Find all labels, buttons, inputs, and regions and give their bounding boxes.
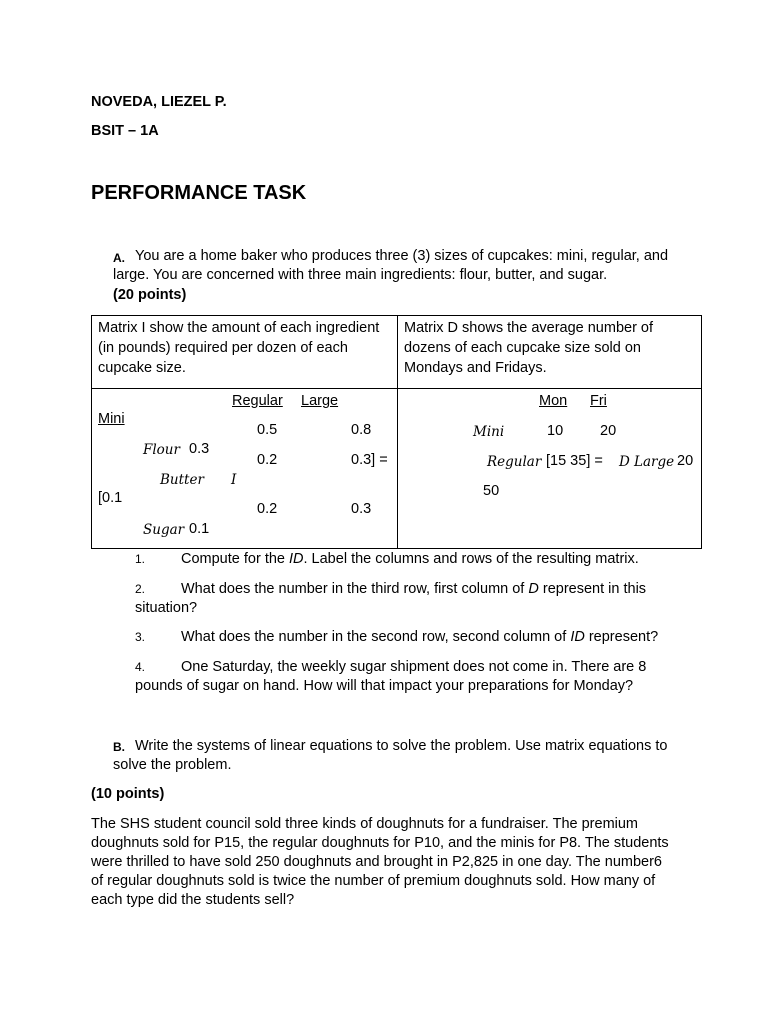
part-b-problem: The SHS student council sold three kinds of doughnuts for a fundraiser. The premium doughnuts sold for P15, the regular doughnuts for P10, and the minis for P8. The students were thrilled to have sold 250 doughnuts and brought in P2,825 in one day. The number6 of regular doughnuts sold is twice the number of premium doughnuts sold. How many of each type did the students sell?: [91, 816, 669, 908]
part-b-points: (10 points): [91, 786, 165, 802]
matrix-d-large-value: 20: [677, 453, 694, 469]
matrix-i-description: Matrix I show the amount of each ingredient (in pounds) required per dozen of each cupcake size.: [98, 320, 380, 376]
question-2: What does the number in the third row, first column of D represent in this situation?: [135, 581, 647, 616]
question-1-number: 1.: [135, 552, 146, 566]
question-3-number: 3.: [135, 630, 146, 644]
matrix-i-col-regular: Regular: [232, 393, 283, 409]
matrix-d-col-fri: Fri: [590, 393, 607, 409]
matrix-i-r1c3: 0.8: [351, 422, 372, 438]
question-2-number: 2.: [135, 582, 146, 596]
student-name: NOVEDA, LIEZEL P.: [91, 94, 227, 110]
part-a-points: (20 points): [113, 287, 187, 303]
page-title: PERFORMANCE TASK: [91, 182, 307, 204]
question-4: One Saturday, the weekly sugar shipment does not come in. There are 8 pounds of sugar on hand. How will that impact your preparations for Monday?: [135, 659, 647, 694]
matrix-d-col-mon: Mon: [539, 393, 568, 409]
matrix-i-r2c3: 0.3] =: [351, 452, 388, 468]
matrix-i-flour-label: Flour: [143, 442, 180, 458]
matrix-d-mini-mon: 10: [547, 423, 564, 439]
matrix-i-letter: I: [231, 472, 237, 488]
matrix-d-letter: D: [619, 454, 630, 470]
matrix-i-r1c2: 0.5: [257, 422, 278, 438]
matrix-i-r3c3: 0.3: [351, 501, 372, 517]
matrix-i-r3c2: 0.2: [257, 501, 278, 517]
matrix-d-last-value: 50: [483, 483, 500, 499]
part-b-marker: B.: [113, 740, 125, 754]
matrix-i-r2c2: 0.2: [257, 452, 278, 468]
matrix-i-bracket: [0.1: [98, 490, 123, 506]
matrix-i-butter-label: Butter: [160, 472, 204, 488]
matrix-d-description: Matrix D shows the average number of dozens of each cupcake size sold on Mondays and Fridays.: [404, 320, 654, 376]
part-a-marker: A.: [113, 251, 125, 265]
matrix-i-flour-value: 0.3: [189, 441, 210, 457]
part-b-intro: Write the systems of linear equations to solve the problem. Use matrix equations to solve the problem.: [113, 738, 668, 773]
matrix-d-mini-label: Mini: [473, 424, 505, 440]
matrix-table: [91, 315, 702, 549]
matrix-i-mini-label: Mini: [98, 411, 125, 427]
matrix-d-regular-label: Regular: [487, 454, 542, 470]
question-1: Compute for the ID. Label the columns and rows of the resulting matrix.: [181, 551, 639, 567]
table-divider-horizontal: [92, 388, 701, 389]
matrix-i-sugar-value: 0.1: [189, 521, 210, 537]
matrix-d-large-label: Large: [634, 454, 675, 470]
matrix-i-sugar-label: Sugar: [143, 522, 185, 538]
matrix-i-col-large: Large: [301, 393, 339, 409]
table-divider-vertical: [397, 316, 398, 548]
part-a-intro: You are a home baker who produces three (3) sizes of cupcakes: mini, regular, and large. You are concerned with three main ingredients: flour, butter, and sugar.: [113, 248, 669, 283]
student-section: BSIT – 1A: [91, 123, 159, 139]
question-4-number: 4.: [135, 660, 146, 674]
matrix-d-regular-values: [15 35] =: [546, 453, 603, 469]
matrix-d-mini-fri: 20: [600, 423, 617, 439]
question-3: What does the number in the second row, second column of ID represent?: [181, 629, 659, 645]
